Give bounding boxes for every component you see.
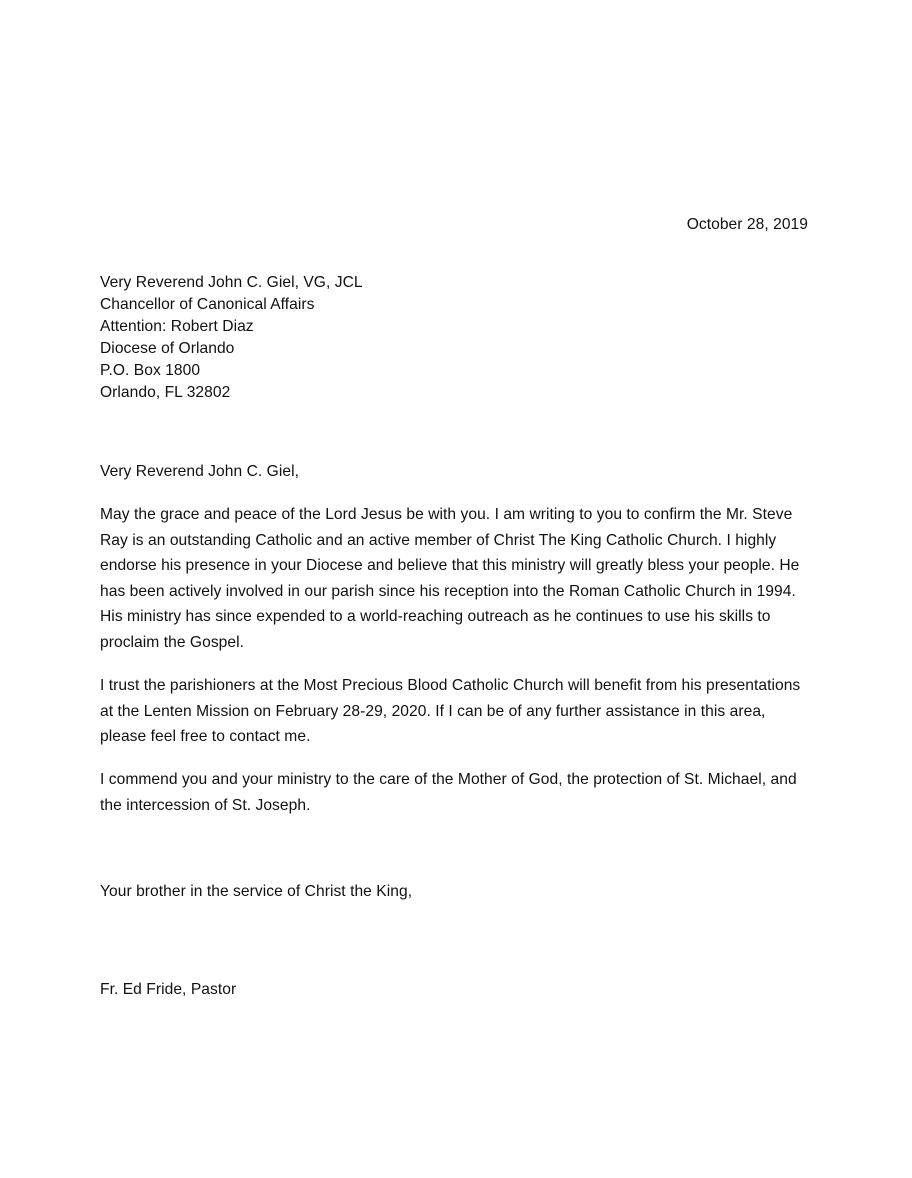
letter-date: October 28, 2019 xyxy=(686,216,808,233)
letter-salutation: Very Reverend John C. Giel, xyxy=(100,463,299,480)
recipient-organization-line: Diocese of Orlando xyxy=(100,340,235,357)
body-paragraph-1: May the grace and peace of the Lord Jesus be with you. I am writing to you to confirm the Mr. Steve Ray is an outstanding Catholic and an active member of Christ The King Catholic Church. I highly endorse his presence in your Diocese and believe that this ministry will greatly bless your people. He has been actively involved in our parish since his reception into the Roman Catholic Church in 1994. His ministry has since expended to a world-reaching outreach as he continues to use his skills to proclaim the Gospel. xyxy=(100,506,800,651)
letter-closing: Your brother in the service of Christ the King, xyxy=(100,883,413,900)
recipient-title-line: Chancellor of Canonical Affairs xyxy=(100,296,315,313)
recipient-address-block xyxy=(100,272,800,404)
recipient-name-line: Very Reverend John C. Giel, VG, JCL xyxy=(100,274,363,291)
recipient-attention-line: Attention: Robert Diaz xyxy=(100,318,254,335)
body-paragraph-3: I commend you and your ministry to the care of the Mother of God, the protection of St. Michael, and the intercession of St. Joseph. xyxy=(100,771,797,814)
recipient-city-line: Orlando, FL 32802 xyxy=(100,384,231,401)
letter-signature: Fr. Ed Fride, Pastor xyxy=(100,981,237,998)
recipient-po-box-line: P.O. Box 1800 xyxy=(100,362,201,379)
body-paragraph-2: I trust the parishioners at the Most Precious Blood Catholic Church will benefit from his presentations at the Lenten Mission on February 28-29, 2020. If I can be of any further assistance in this area, please feel free to contact me. xyxy=(100,677,801,746)
